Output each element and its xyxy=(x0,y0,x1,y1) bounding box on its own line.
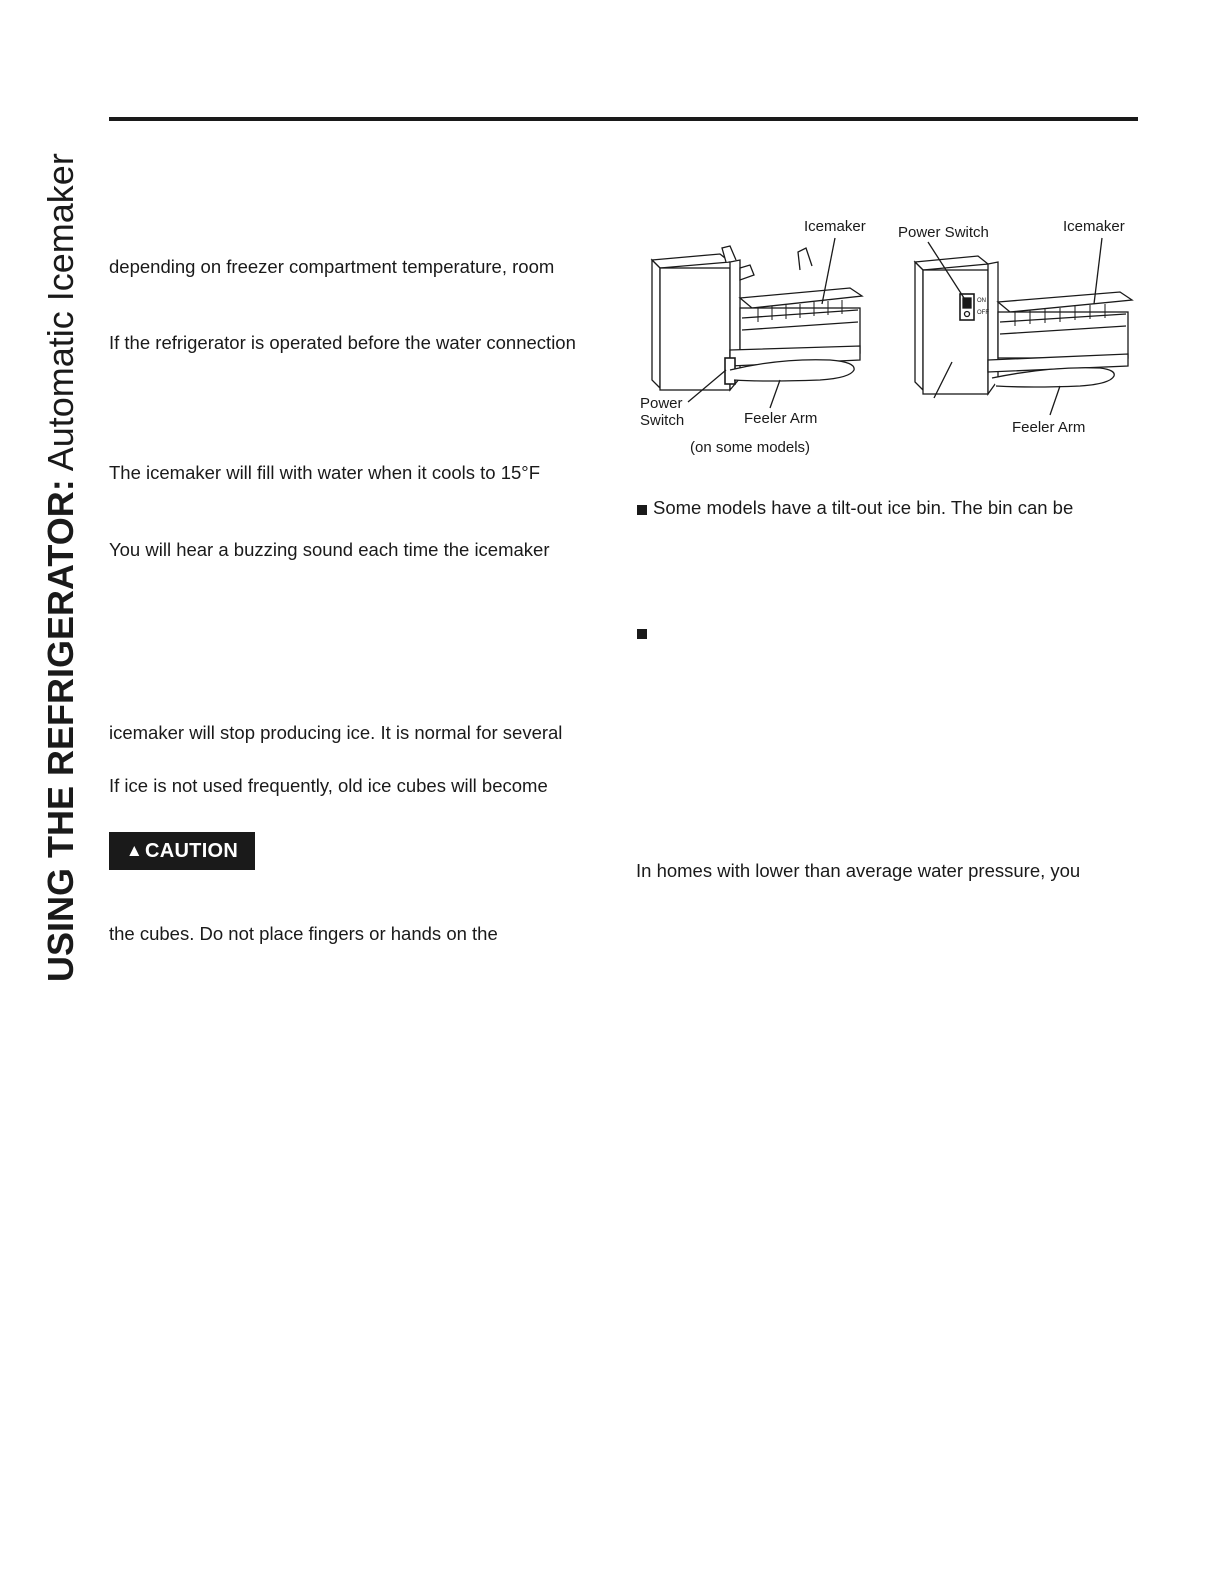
left-text-line: icemaker will stop producing ice. It is normal for several xyxy=(109,722,563,743)
section-heading-light: Automatic Icemaker xyxy=(40,153,81,472)
label-power-switch-left-2: Switch xyxy=(640,412,685,429)
side-section-heading xyxy=(36,153,86,982)
caution-label: CAUTION xyxy=(144,839,239,862)
bullet-marker xyxy=(637,505,647,515)
switch-off-label: OFF xyxy=(977,310,989,316)
switch-on-label: ON xyxy=(977,298,986,304)
caution-badge xyxy=(109,832,255,870)
icemaker-diagram xyxy=(630,210,1140,460)
left-text-line: depending on freezer compartment temperature, room xyxy=(109,256,555,277)
icemaker-illustration-left xyxy=(652,246,862,390)
label-power-switch-left-1: Power xyxy=(640,395,683,412)
section-heading-strong: USING THE REFRIGERATOR: xyxy=(40,479,81,982)
label-icemaker-right: Icemaker xyxy=(1063,218,1125,235)
header-rule xyxy=(109,117,1138,121)
bullet-marker xyxy=(637,629,647,639)
left-text-line: The icemaker will fill with water when it cools to 15°F xyxy=(109,462,540,483)
warning-triangle-icon: ▲ xyxy=(125,841,143,860)
figure-caption: (on some models) xyxy=(690,439,811,456)
left-text-line: the cubes. Do not place fingers or hands on the xyxy=(109,923,498,944)
left-text-line: If ice is not used frequently, old ice cubes will become xyxy=(109,775,548,796)
label-icemaker-left: Icemaker xyxy=(804,218,866,235)
label-feeler-arm-left: Feeler Arm xyxy=(744,410,818,427)
icemaker-illustration-right xyxy=(915,256,1132,394)
left-text-line: If the refrigerator is operated before the water connection xyxy=(109,332,576,353)
right-bullet-text: Some models have a tilt-out ice bin. The bin can be xyxy=(653,497,1074,518)
left-text-line: You will hear a buzzing sound each time the icemaker xyxy=(109,539,550,560)
label-power-switch-right: Power Switch xyxy=(898,224,989,241)
label-feeler-arm-right: Feeler Arm xyxy=(1012,419,1086,436)
right-text-line: In homes with lower than average water pressure, you xyxy=(636,860,1081,881)
